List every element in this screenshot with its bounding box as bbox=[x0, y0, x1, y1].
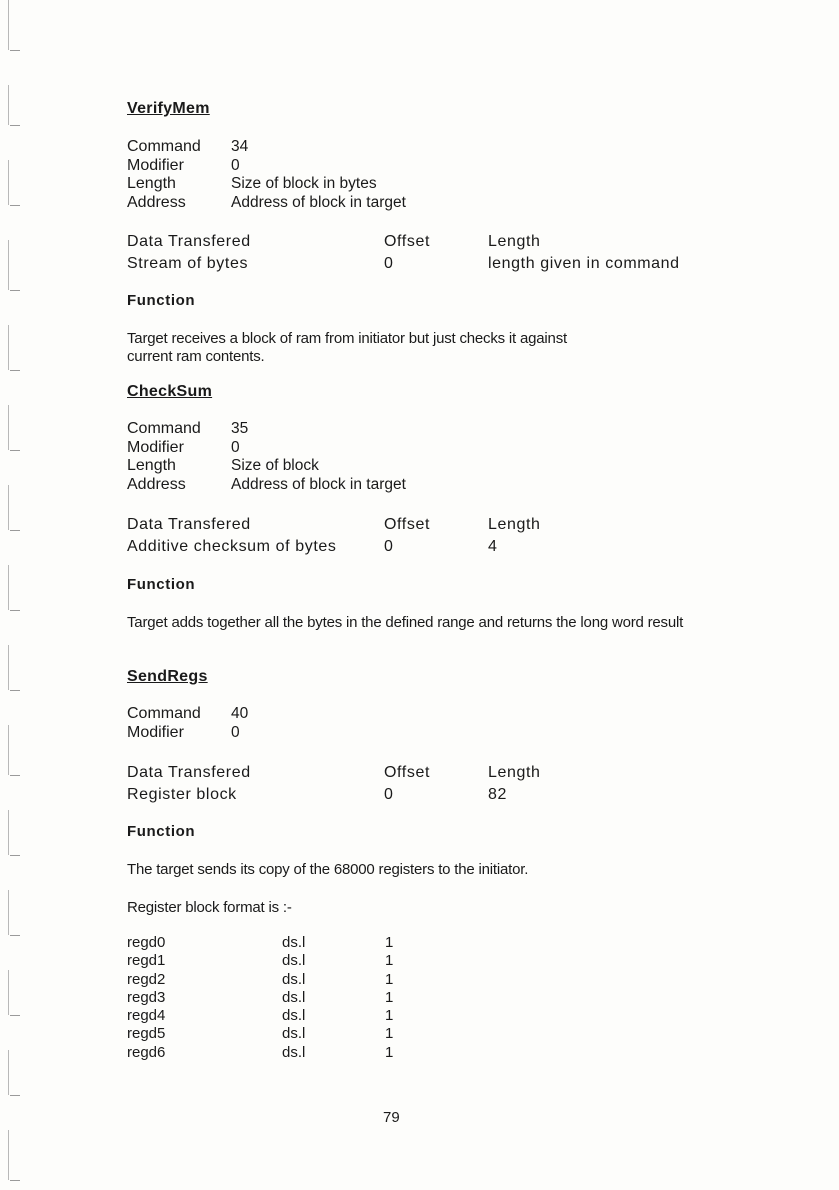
field-row bbox=[127, 194, 406, 213]
register-count: 1 bbox=[385, 934, 394, 951]
register-type: ds.l bbox=[282, 1007, 306, 1025]
register-row bbox=[127, 1044, 393, 1062]
function-description: The target sends its copy of the 68000 registers to the initiator. bbox=[127, 861, 529, 878]
section-title: VerifyMem bbox=[127, 100, 210, 117]
field-row bbox=[127, 724, 248, 743]
field-value: Address of block in target bbox=[231, 475, 406, 493]
field-value: 35 bbox=[231, 420, 249, 437]
field-label: Modifier bbox=[127, 723, 184, 741]
transfer-offset: 0 bbox=[384, 255, 394, 272]
transfer-offset: 0 bbox=[384, 538, 394, 555]
register-name: regd5 bbox=[127, 1025, 166, 1043]
register-table bbox=[127, 934, 393, 1062]
field-label: Command bbox=[127, 138, 201, 155]
transfer-length: length given in command bbox=[488, 255, 680, 272]
register-name: regd0 bbox=[127, 934, 166, 951]
field-label: Modifier bbox=[127, 156, 184, 174]
register-count: 1 bbox=[385, 988, 394, 1006]
field-value: 0 bbox=[231, 156, 240, 174]
register-name: regd6 bbox=[127, 1043, 166, 1061]
transfer-data: Stream of bytes bbox=[127, 255, 249, 272]
register-name: regd2 bbox=[127, 970, 166, 988]
register-name: regd3 bbox=[127, 988, 166, 1006]
register-type: ds.l bbox=[282, 934, 306, 951]
register-type: ds.l bbox=[282, 1043, 306, 1061]
register-row bbox=[127, 971, 393, 989]
field-row bbox=[127, 457, 406, 476]
function-label: Function bbox=[127, 292, 196, 309]
offset-header: Offset bbox=[384, 764, 430, 781]
field-label: Command bbox=[127, 705, 201, 722]
binding-margin-marks bbox=[8, 0, 32, 1190]
register-name: regd1 bbox=[127, 952, 166, 970]
section-title: CheckSum bbox=[127, 383, 213, 400]
field-row bbox=[127, 476, 406, 495]
register-row bbox=[127, 1007, 393, 1025]
field-label: Command bbox=[127, 420, 201, 437]
field-label: Address bbox=[127, 193, 186, 211]
register-row bbox=[127, 1025, 393, 1043]
transfer-data: Additive checksum of bytes bbox=[127, 538, 337, 555]
data-transfered-header: Data Transfered bbox=[127, 764, 251, 781]
length-header: Length bbox=[488, 516, 541, 533]
field-value: Address of block in target bbox=[231, 193, 406, 211]
field-list bbox=[127, 138, 406, 212]
register-count: 1 bbox=[385, 1043, 394, 1061]
register-count: 1 bbox=[385, 1007, 394, 1025]
transfer-length: 82 bbox=[488, 786, 507, 803]
transfer-data: Register block bbox=[127, 786, 237, 803]
register-type: ds.l bbox=[282, 1025, 306, 1043]
field-row bbox=[127, 420, 406, 439]
offset-header: Offset bbox=[384, 516, 430, 533]
field-label: Length bbox=[127, 175, 176, 192]
function-description: Target adds together all the bytes in the defined range and returns the long word result bbox=[127, 614, 684, 631]
register-name: regd4 bbox=[127, 1007, 166, 1025]
length-header: Length bbox=[488, 764, 541, 781]
field-row bbox=[127, 705, 248, 724]
offset-header: Offset bbox=[384, 233, 430, 250]
field-label: Address bbox=[127, 475, 186, 493]
register-count: 1 bbox=[385, 1025, 394, 1043]
data-transfered-header: Data Transfered bbox=[127, 233, 251, 250]
register-count: 1 bbox=[385, 952, 394, 970]
data-transfered-header: Data Transfered bbox=[127, 516, 251, 533]
field-row bbox=[127, 439, 406, 458]
register-row bbox=[127, 952, 393, 970]
length-header: Length bbox=[488, 233, 541, 250]
field-label: Modifier bbox=[127, 438, 184, 456]
transfer-offset: 0 bbox=[384, 786, 394, 803]
field-label: Length bbox=[127, 457, 176, 474]
field-row bbox=[127, 138, 406, 157]
field-row bbox=[127, 157, 406, 176]
field-row bbox=[127, 175, 406, 194]
field-value: Size of block in bytes bbox=[231, 175, 377, 192]
register-type: ds.l bbox=[282, 988, 306, 1006]
section-title: SendRegs bbox=[127, 668, 208, 685]
transfer-length: 4 bbox=[488, 538, 498, 555]
field-list bbox=[127, 705, 248, 742]
register-type: ds.l bbox=[282, 952, 306, 970]
field-list bbox=[127, 420, 406, 494]
register-count: 1 bbox=[385, 970, 394, 988]
field-value: 40 bbox=[231, 705, 249, 722]
field-value: 0 bbox=[231, 438, 240, 456]
function-description: Target receives a block of ram from initiator but just checks it against current ram contents. bbox=[127, 330, 567, 365]
register-row bbox=[127, 934, 393, 952]
page-number: 79 bbox=[383, 1109, 400, 1126]
function-label: Function bbox=[127, 823, 196, 840]
register-row bbox=[127, 989, 393, 1007]
field-value: 34 bbox=[231, 138, 249, 155]
format-intro: Register block format is :- bbox=[127, 899, 292, 916]
field-value: 0 bbox=[231, 723, 240, 741]
register-type: ds.l bbox=[282, 970, 306, 988]
function-label: Function bbox=[127, 576, 196, 593]
field-value: Size of block bbox=[231, 457, 319, 474]
